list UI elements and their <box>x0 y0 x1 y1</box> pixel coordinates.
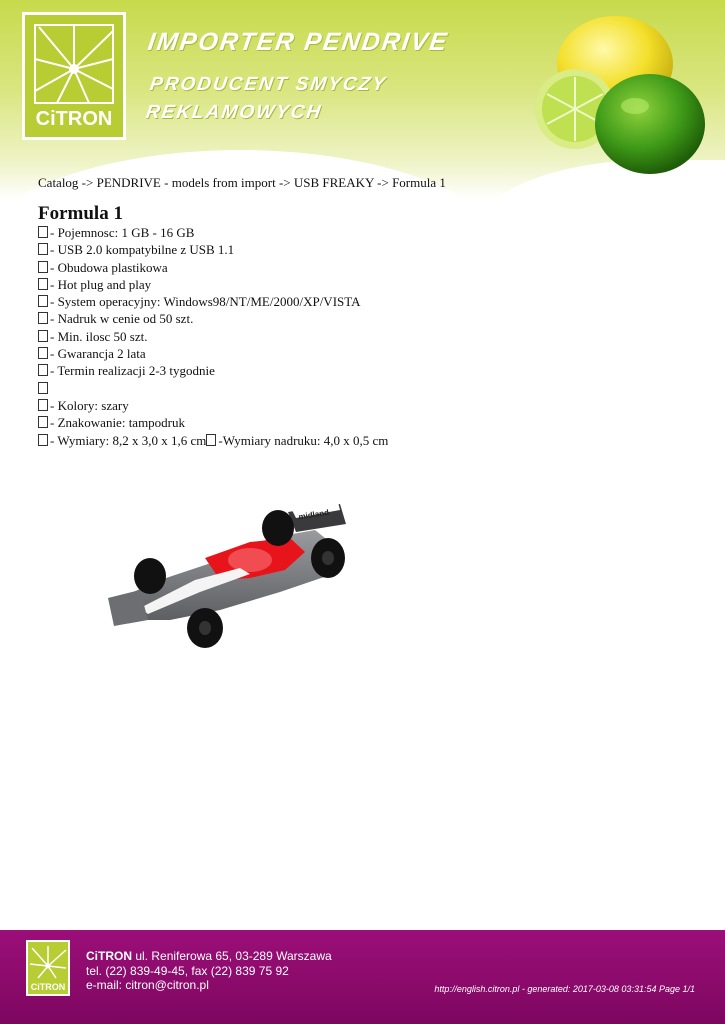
spec-text: - Pojemnosc: 1 GB - 16 GB <box>50 225 195 240</box>
bullet-box-icon <box>38 312 48 324</box>
page-title: Formula 1 <box>38 203 123 224</box>
spec-item <box>38 345 388 362</box>
bullet-box-icon <box>38 243 48 255</box>
bullet-box-icon <box>38 226 48 238</box>
spec-text: - Kolory: szary <box>50 397 129 413</box>
bullet-box-icon <box>38 330 48 342</box>
citron-slice-icon <box>29 19 119 109</box>
footer-logo-text: CiTRON <box>30 982 66 992</box>
spec-item <box>38 397 388 414</box>
footer-street: ul. Reniferowa 65, 03-289 Warszawa <box>135 949 332 963</box>
bullet-box-icon <box>38 278 48 290</box>
footer-citron-logo[interactable] <box>26 940 70 996</box>
citron-logo[interactable] <box>22 12 126 140</box>
spec-text: - Hot plug and play <box>50 276 152 292</box>
spec-text: - Obudowa plastikowa <box>50 259 168 275</box>
spec-item <box>38 414 388 431</box>
spec-text: - Nadruk w cenie od 50 szt. <box>50 311 194 327</box>
lemon-lime-image <box>535 14 725 184</box>
spec-item <box>38 310 388 327</box>
logo-text: CiTRON <box>35 108 113 130</box>
spec-item <box>38 432 388 449</box>
header-title-importer: IMPORTER PENDRIVE <box>146 28 451 56</box>
spec-item <box>38 293 388 310</box>
spec-text: - Min. ilosc 50 szt. <box>50 328 148 344</box>
car-sponsor-text: midland <box>297 507 330 522</box>
spec-item <box>38 362 388 379</box>
page-footer <box>0 930 725 1024</box>
spec-item <box>38 224 388 241</box>
footer-address <box>86 949 332 993</box>
footer-phone: tel. (22) 839-49-45, fax (22) 839 75 92 <box>86 963 289 978</box>
citron-slice-icon <box>28 944 68 980</box>
bullet-box-icon <box>38 434 48 446</box>
spec-list <box>38 224 388 449</box>
spec-text: - Wymiary: 8,2 x 3,0 x 1,6 cm <box>50 432 207 448</box>
spec-text: - Gwarancja 2 lata <box>50 346 146 362</box>
spec-text: - Znakowanie: tampodruk <box>50 415 186 431</box>
spec-text: -Wymiary nadruku: 4,0 x 0,5 cm <box>218 432 389 448</box>
spec-item <box>38 241 388 258</box>
spec-text: - System operacyjny: Windows98/NT/ME/2000/XP/VISTA <box>50 294 361 310</box>
footer-email[interactable]: e-mail: citron@citron.pl <box>86 978 209 992</box>
footer-company: CiTRON <box>86 949 132 963</box>
bullet-box-icon <box>38 261 48 273</box>
spec-text: - Termin realizacji 2-3 tygodnie <box>50 363 215 379</box>
bullet-box-icon <box>206 434 216 446</box>
header-title-producent: PRODUCENT SMYCZY <box>148 74 389 95</box>
bullet-box-icon <box>38 347 48 359</box>
footer-generated-info: http://english.citron.pl - generated: 2017-03-08 03:31:54 Page 1/1 <box>434 984 695 994</box>
spec-item <box>38 259 388 276</box>
bullet-box-icon <box>38 295 48 307</box>
footer-address-line <box>86 949 332 964</box>
spec-item <box>38 328 388 345</box>
spec-text: - USB 2.0 kompatybilne z USB 1.1 <box>50 242 235 258</box>
formula1-usb-car-image <box>100 480 400 670</box>
page-header <box>0 0 725 200</box>
bullet-box-icon <box>38 364 48 376</box>
spec-item-empty <box>38 380 388 397</box>
bullet-box-icon <box>38 382 48 394</box>
header-title-reklamowych: REKLAMOWYCH <box>144 102 324 123</box>
bullet-box-icon <box>38 416 48 428</box>
breadcrumb[interactable]: Catalog -> PENDRIVE - models from import -> USB FREAKY -> Formula 1 <box>38 175 446 190</box>
spec-item <box>38 276 388 293</box>
bullet-box-icon <box>38 399 48 411</box>
